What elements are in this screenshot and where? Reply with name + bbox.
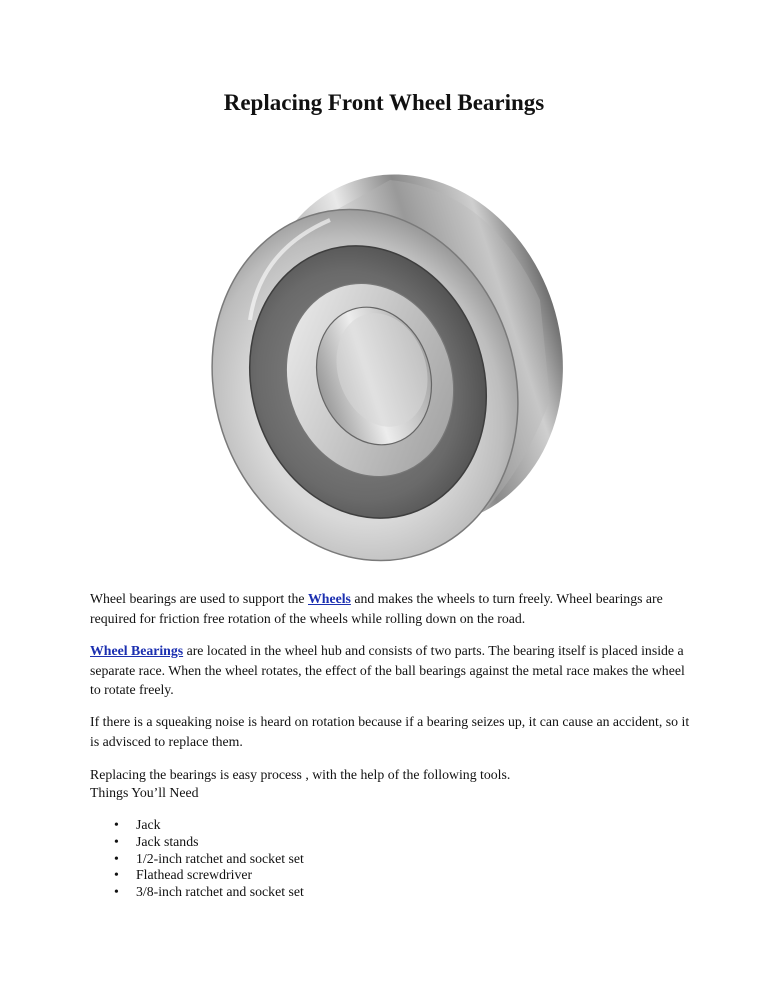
wheel-bearings-link[interactable]: Wheel Bearings (90, 643, 184, 658)
warning-paragraph: If there is a squeaking noise is heard on rotation because if a bearing seizes up, it can cause an accident, so it is advisced to replace them. (90, 714, 690, 749)
tools-intro-paragraph: Replacing the bearings is easy process , with the help of the following tools. (90, 767, 511, 782)
bullet-icon: • (114, 833, 119, 849)
intro-paragraph (90, 589, 690, 628)
list-item (90, 867, 304, 884)
bullet-icon: • (114, 850, 119, 866)
list-item-text: Jack stands (136, 833, 199, 849)
list-item-text: 1/2-inch ratchet and socket set (136, 850, 304, 866)
bearing-illustration (160, 150, 600, 580)
paragraph-text: Wheel bearings are used to support the (90, 591, 308, 606)
paragraph-text: and makes the wheels to turn freely. Wheel bearings are required for friction free rotation of the wheels while rolling down on the road. (90, 591, 663, 626)
bullet-icon: • (114, 817, 119, 832)
list-item (90, 817, 304, 834)
bullet-icon: • (114, 867, 119, 883)
list-item (90, 851, 304, 868)
paragraph-text: are located in the wheel hub and consists of two parts. The bearing itself is placed inside a separate race. When the wheel rotates, the effect of the ball bearings against the metal race makes the wheel to rotate freely. (90, 643, 685, 697)
list-item-text: Flathead screwdriver (136, 867, 253, 883)
tools-heading: Things You’ll Need (90, 785, 199, 800)
list-item (90, 884, 304, 901)
document-title: Replacing Front Wheel Bearings (223, 90, 545, 115)
list-item (90, 834, 304, 851)
location-paragraph (90, 641, 690, 700)
wheel-bearing-image (160, 150, 600, 580)
wheels-link[interactable]: Wheels (308, 591, 351, 606)
bullet-icon: • (114, 884, 119, 900)
tools-list (90, 817, 304, 901)
list-item-text: Jack (136, 817, 161, 832)
list-item-text: 3/8-inch ratchet and socket set (136, 884, 304, 900)
